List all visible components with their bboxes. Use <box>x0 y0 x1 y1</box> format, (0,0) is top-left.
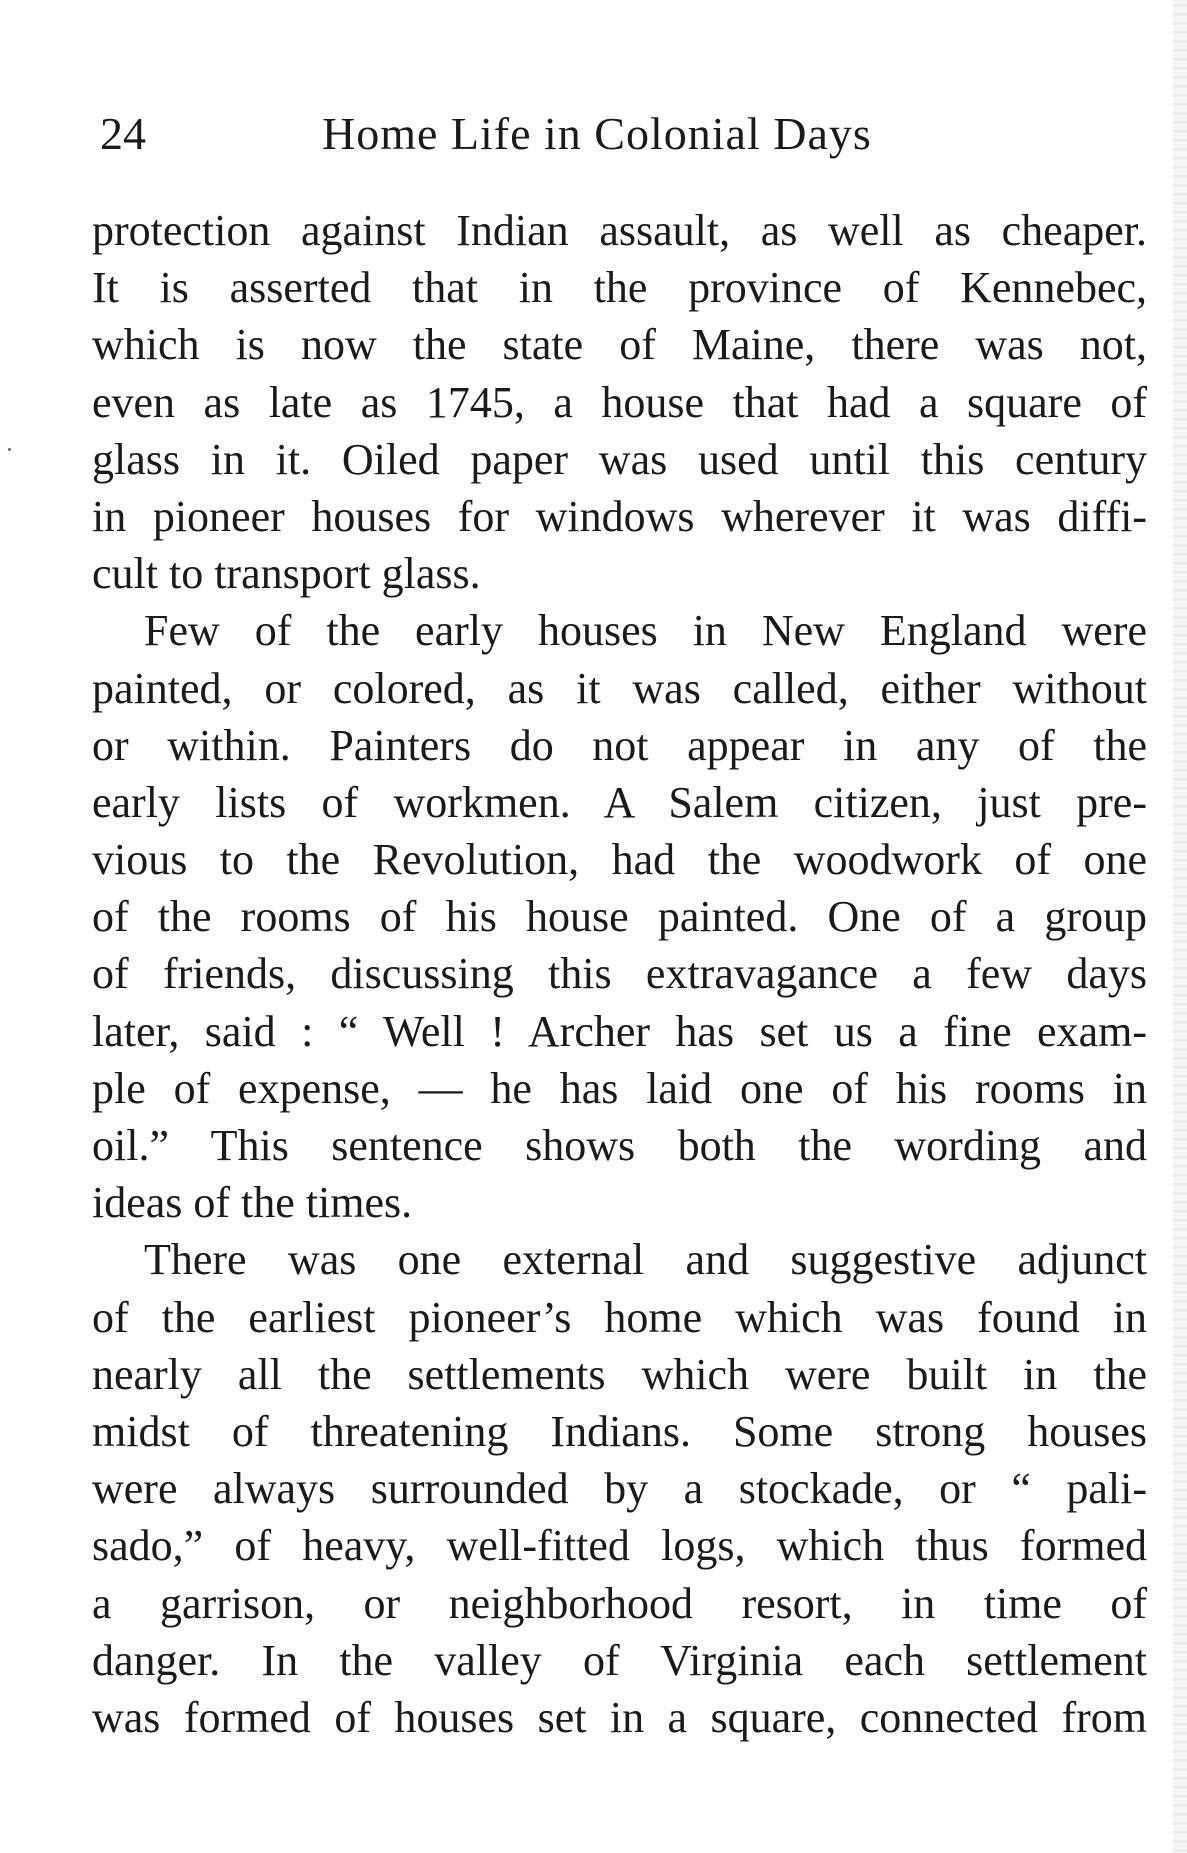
running-title: Home Life in Colonial Days <box>322 108 872 159</box>
running-head <box>100 104 1160 164</box>
ink-speck <box>8 448 11 451</box>
text-line: or within. Painters do not appear in any of the <box>92 720 1147 770</box>
text-line: vious to the Revolution, had the woodwork of one <box>92 835 1147 885</box>
page-number: 24 <box>100 108 146 159</box>
text-line: ple of expense, — he has laid one of his rooms in <box>92 1063 1147 1113</box>
text-line: sado,” of heavy, well-fitted logs, which thus formed <box>92 1521 1147 1571</box>
text-line: was formed of houses set in a square, connected from <box>92 1692 1147 1742</box>
text-line: even as late as 1745, a house that had a square of <box>92 377 1147 427</box>
text-line: which is now the state of Maine, there was not, <box>92 320 1147 370</box>
text-line: cult to transport glass. <box>92 549 481 599</box>
text-line: nearly all the settlements which were built in the <box>92 1349 1147 1399</box>
text-line: a garrison, or neighborhood resort, in time of <box>92 1578 1147 1628</box>
text-line: later, said : “ Well ! Archer has set us a fine exam- <box>92 1006 1147 1056</box>
text-line: in pioneer houses for windows wherever it was diffi- <box>92 491 1147 541</box>
text-line: It is asserted that in the province of Kennebec, <box>92 263 1147 313</box>
paragraph-start-line: There was one external and suggestive adjunct <box>144 1235 1147 1285</box>
text-line: ideas of the times. <box>92 1178 413 1228</box>
body-text <box>92 202 1147 1746</box>
paragraph-start-line: Few of the early houses in New England were <box>144 606 1147 656</box>
text-line: of the earliest pioneer’s home which was found in <box>92 1292 1147 1342</box>
text-line: danger. In the valley of Virginia each settlement <box>92 1635 1147 1685</box>
text-line: glass in it. Oiled paper was used until this century <box>92 434 1147 484</box>
text-line: early lists of workmen. A Salem citizen, just pre- <box>92 777 1147 827</box>
text-line: midst of threatening Indians. Some strong houses <box>92 1406 1147 1456</box>
text-line: were always surrounded by a stockade, or “ pali- <box>92 1464 1147 1514</box>
text-line: protection against Indian assault, as well as cheaper. <box>92 206 1147 255</box>
text-line: oil.” This sentence shows both the wording and <box>92 1121 1147 1170</box>
text-line: painted, or colored, as it was called, either without <box>92 663 1147 713</box>
text-line: of friends, discussing this extravagance a few days <box>92 949 1147 999</box>
text-line: of the rooms of his house painted. One of a group <box>92 892 1147 942</box>
page-edge-shadow <box>1173 0 1187 1853</box>
